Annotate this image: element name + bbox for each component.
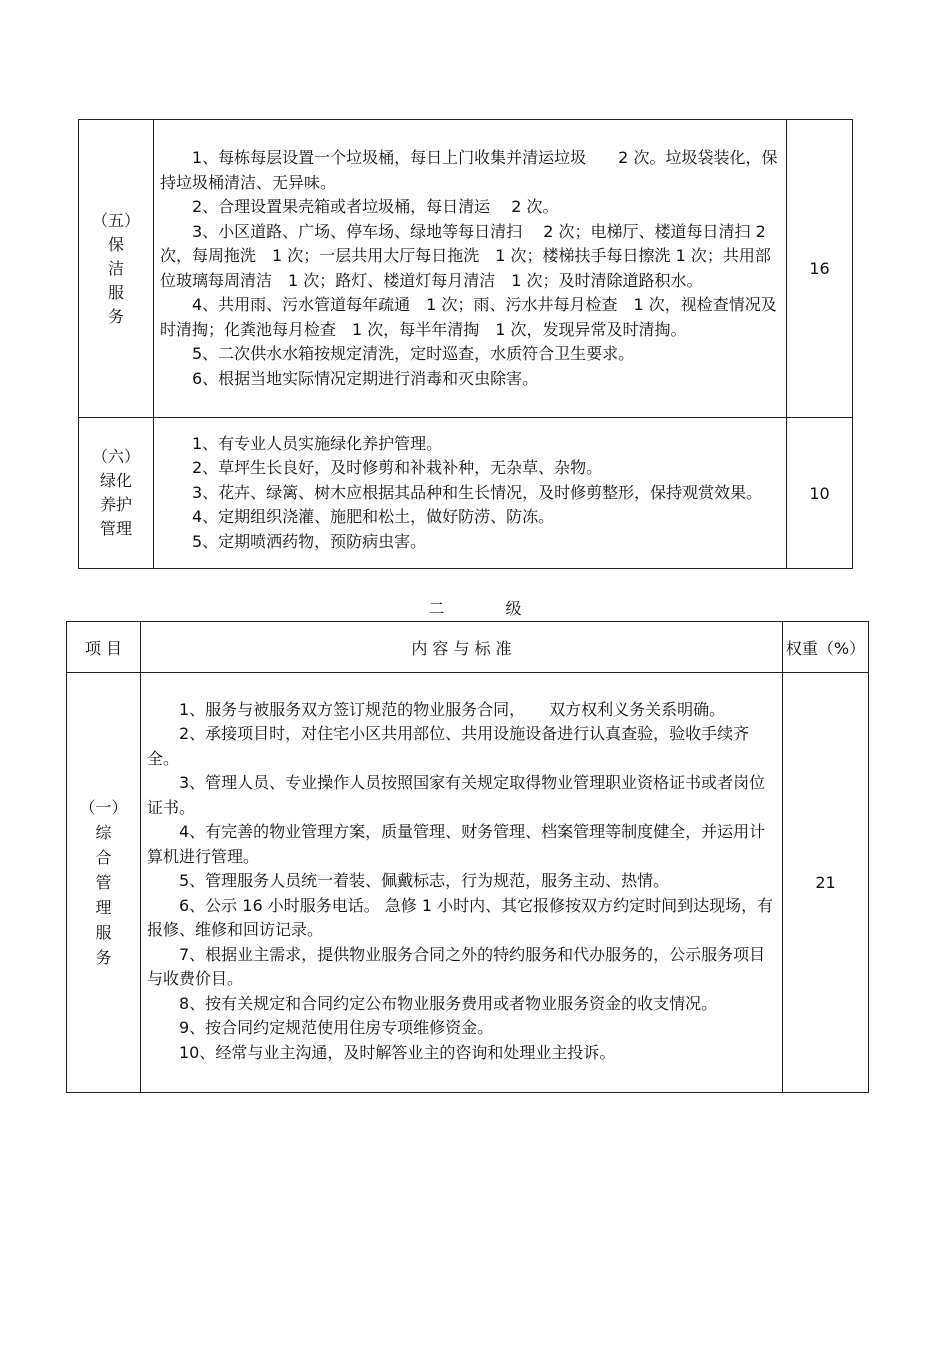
content-general-management bbox=[141, 673, 783, 1093]
category-line: 管 bbox=[95, 873, 112, 892]
header-weight: 权重（%） bbox=[783, 622, 869, 673]
list-item: 2、草坪生长良好，及时修剪和补栽补种，无杂草、杂物。 bbox=[192, 458, 603, 478]
list-item: 8、按有关规定和合同约定公布物业服务费用或者物业服务资金的收支情况。 bbox=[179, 993, 718, 1013]
category-general-management bbox=[67, 673, 141, 1093]
content-greening bbox=[154, 418, 787, 569]
list-item: 5、定期喷洒药物，预防病虫害。 bbox=[192, 531, 427, 551]
list-item: 3、小区道路、广场、停车场、绿地等每日清扫 2 次；电梯厅、楼道每日清扫 2 次，每周拖洗 1 次；一层共用大厅每日拖洗 1 次；楼梯扶手每日擦洗 1 次；共用部位玻璃每周清洁 1 次；路灯、楼道灯每月清洁 1 次；及时清除道路积水。 bbox=[160, 221, 771, 290]
list-item: 1、每栋每层设置一个垃圾桶，每日上门收集并清运垃圾 2 次。垃圾袋装化，保持垃圾桶清洁、无异味。 bbox=[160, 148, 778, 192]
category-line: 综 bbox=[95, 823, 112, 842]
list-item: 4、有完善的物业管理方案，质量管理、财务管理、档案管理等制度健全，并运用计算机进行管理。 bbox=[147, 822, 766, 866]
category-line: 绿化 bbox=[99, 471, 132, 490]
category-line: 务 bbox=[95, 948, 112, 967]
table-header-row bbox=[67, 622, 869, 673]
category-line: 养护 bbox=[99, 495, 132, 514]
category-cleaning bbox=[79, 120, 154, 418]
category-line: 保 bbox=[107, 234, 124, 254]
category-line: （一） bbox=[79, 798, 128, 817]
list-item: 4、共用雨、污水管道每年疏通 1 次；雨、污水井每月检查 1 次，视检查情况及时清掏；化粪池每月检查 1 次，每半年清掏 1 次，发现异常及时清掏。 bbox=[160, 295, 777, 339]
list-item: 7、根据业主需求，提供物业服务合同之外的特约服务和代办服务的，公示服务项目与收费价目。 bbox=[147, 944, 766, 989]
weight-greening: 10 bbox=[787, 418, 853, 569]
category-line: 洁 bbox=[107, 258, 124, 278]
list-item: 4、定期组织浇灌、施肥和松土，做好防涝、防冻。 bbox=[192, 507, 555, 527]
weight-general-management: 21 bbox=[783, 673, 869, 1093]
category-greening bbox=[79, 418, 154, 569]
list-item: 10、经常与业主沟通，及时解答业主的咨询和处理业主投诉。 bbox=[179, 1042, 616, 1062]
list-item: 3、花卉、绿篱、树木应根据其品种和生长情况，及时修剪整形，保持观赏效果。 bbox=[192, 482, 763, 502]
header-item: 项 目 bbox=[67, 622, 141, 673]
table-row-greening bbox=[79, 418, 853, 569]
table-row-general-management bbox=[67, 673, 869, 1093]
list-item: 6、公示 16 小时服务电话。 急修 1 小时内、其它报修按双方约定时间到达现场，有报修、维修和回访记录。 bbox=[147, 895, 774, 940]
category-line: 理 bbox=[95, 898, 112, 917]
list-item: 1、有专业人员实施绿化养护管理。 bbox=[192, 433, 443, 453]
list-item: 1、服务与被服务双方签订规范的物业服务合同， 双方权利义务关系明确。 bbox=[179, 699, 726, 719]
standards-table-level1 bbox=[78, 119, 853, 569]
header-content: 内 容 与 标 准 bbox=[141, 622, 783, 673]
list-item: 6、根据当地实际情况定期进行消毒和灭虫除害。 bbox=[192, 368, 539, 388]
category-line: （六） bbox=[91, 447, 140, 466]
category-line: 服 bbox=[107, 282, 124, 302]
category-line: （五） bbox=[91, 210, 140, 230]
section-title: 二 级 bbox=[428, 599, 550, 618]
list-item: 5、管理服务人员统一着装、佩戴标志，行为规范，服务主动、热情。 bbox=[179, 871, 670, 891]
list-item: 2、合理设置果壳箱或者垃圾桶，每日清运 2 次。 bbox=[192, 197, 559, 216]
list-item: 5、二次供水水箱按规定清洗，定时巡查，水质符合卫生要求。 bbox=[192, 344, 635, 363]
category-line: 合 bbox=[95, 848, 112, 867]
list-item: 9、按合同约定规范使用住房专项维修资金。 bbox=[179, 1018, 494, 1038]
weight-cleaning: 16 bbox=[787, 120, 853, 418]
category-line: 服 bbox=[95, 923, 112, 942]
category-line: 务 bbox=[107, 306, 124, 326]
content-cleaning bbox=[154, 120, 787, 418]
list-item: 2、承接项目时，对住宅小区共用部位、共用设施设备进行认真查验，验收手续齐全。 bbox=[147, 724, 750, 768]
category-line: 管理 bbox=[99, 519, 132, 538]
table-row-cleaning bbox=[79, 120, 853, 418]
standards-table-level2 bbox=[66, 621, 869, 1093]
list-item: 3、管理人员、专业操作人员按照国家有关规定取得物业管理职业资格证书或者岗位证书。 bbox=[147, 773, 766, 817]
